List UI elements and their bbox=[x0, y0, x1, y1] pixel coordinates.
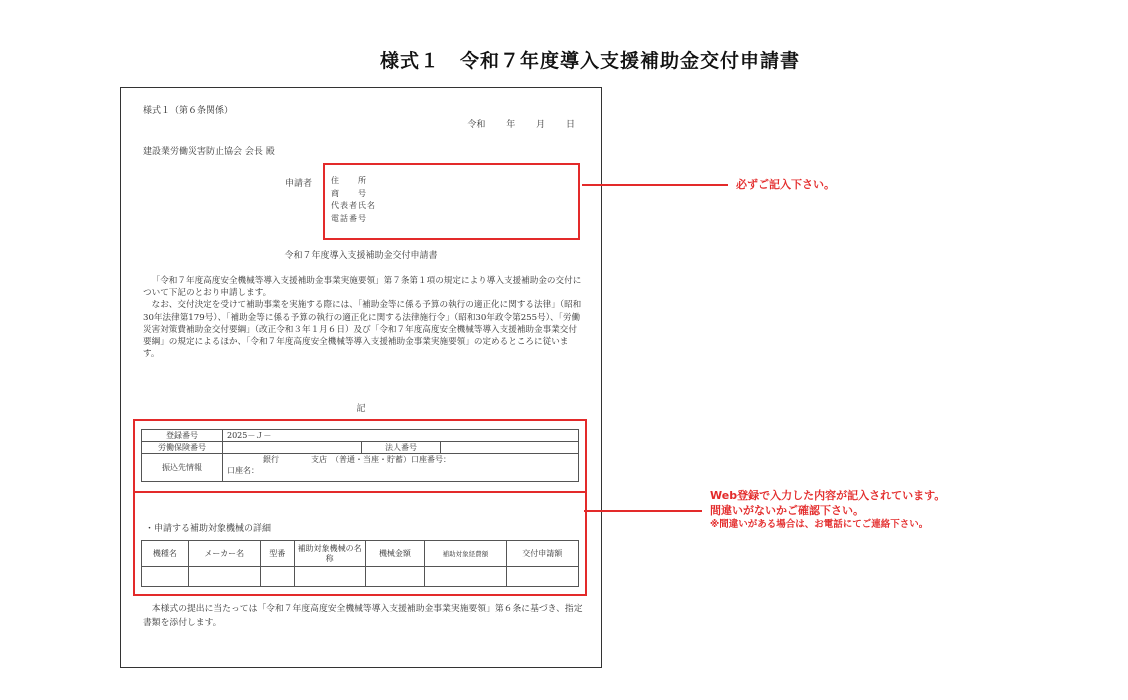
footer-paragraph: 本様式の提出に当たっては「令和７年度高度安全機械等導入支援補助金事業実施要領」第６条に基づき、指定書類を添付します。 bbox=[143, 604, 583, 628]
insurance-no-value bbox=[223, 442, 362, 454]
col-eligible-cost: 補助対象経費額 bbox=[425, 541, 506, 567]
ki-label: 記 bbox=[356, 404, 366, 414]
footer-text bbox=[143, 602, 583, 630]
applicant-highlight-box bbox=[323, 163, 580, 240]
date-line: 令和 年 月 日 bbox=[467, 120, 575, 130]
table-cell bbox=[425, 567, 506, 587]
note-line-3: ※間違いがある場合は、お電話にてご連絡下さい。 bbox=[710, 519, 929, 530]
connector-line-2 bbox=[584, 510, 702, 512]
body-paragraph: 「令和７年度高度安全機械等導入支援補助金事業実施要領」第７条第１項の規定により導入支援補助金の交付について下記のとおり申請します。 bbox=[143, 276, 582, 299]
body-paragraph: なお、交付決定を受けて補助事業を実施する際には、「補助金等に係る予算の執行の適正化に関する法律」（昭和30年法律第179号）、「補助金等に係る予算の執行の適正化に関する法律施行令」（昭和30年政令第255号）、「労働災害対策費補助金交付要綱」（改正令和３年１月６日）及び「令和７年度高度安全機械等導入支援補助金事業交付要綱」の規定によるほか、「令和７年度高度安全機械等導入支援補助金事業実施要領」の定めるところに従います。 bbox=[143, 300, 582, 360]
note-line-2: 間違いがないかご確認下さい。 bbox=[710, 504, 864, 517]
table-cell bbox=[506, 567, 578, 587]
table-cell bbox=[188, 567, 260, 587]
table-cell bbox=[142, 567, 189, 587]
machine-detail-heading: ・申請する補助対象機械の詳細 bbox=[145, 524, 272, 534]
table-cell bbox=[294, 567, 365, 587]
table-row bbox=[142, 454, 579, 482]
bank-info-label: 振込先情報 bbox=[142, 454, 223, 482]
col-maker-name: メーカー名 bbox=[188, 541, 260, 567]
application-form-document bbox=[120, 87, 602, 668]
connector-line-1 bbox=[582, 184, 728, 186]
document-heading: 令和７年度導入支援補助金交付申請書 bbox=[284, 251, 438, 261]
applicant-field-representative: 代表者氏名 bbox=[331, 201, 376, 210]
col-model-name: 機種名 bbox=[142, 541, 189, 567]
web-registration-note bbox=[710, 488, 945, 531]
col-machine-name: 補助対象機械の名称 bbox=[294, 541, 365, 567]
col-model-number: 型番 bbox=[260, 541, 294, 567]
col-requested-amount: 交付申請額 bbox=[506, 541, 578, 567]
reg-no-value: 2025－Ｊ－ bbox=[223, 430, 579, 442]
corp-no-value bbox=[441, 442, 579, 454]
col-machine-price: 機械金額 bbox=[365, 541, 425, 567]
note-line-1: Web登録で入力した内容が記入されています。 bbox=[710, 489, 946, 502]
table-row bbox=[142, 430, 579, 442]
insurance-no-label: 労働保険番号 bbox=[142, 442, 223, 454]
form-number: 様式１（第６条関係） bbox=[143, 106, 234, 116]
applicant-label: 申請者 bbox=[285, 179, 313, 189]
applicant-field-trade-name: 商 号 bbox=[331, 188, 367, 198]
bank-info-value bbox=[223, 454, 579, 482]
body-text bbox=[143, 275, 583, 360]
corp-no-label: 法人番号 bbox=[362, 442, 441, 454]
applicant-field-phone: 電話番号 bbox=[331, 213, 367, 223]
reg-no-label: 登録番号 bbox=[142, 430, 223, 442]
bank-line-1: 銀行 支店 （普通・当座・貯蓄）口座番号： bbox=[263, 455, 451, 464]
bank-line-2: 口座名： bbox=[227, 466, 259, 475]
required-note: 必ずご記入下さい。 bbox=[736, 178, 835, 191]
page-title: 様式１ 令和７年度導入支援補助金交付申請書 bbox=[379, 50, 800, 72]
addressee: 建設業労働災害防止協会 会長 殿 bbox=[143, 147, 275, 157]
table-header-row bbox=[142, 541, 579, 567]
applicant-field-address: 住 所 bbox=[331, 176, 367, 185]
table-cell bbox=[260, 567, 294, 587]
registration-table bbox=[141, 429, 579, 482]
table-row bbox=[142, 442, 579, 454]
table-row bbox=[142, 567, 579, 587]
table-cell bbox=[365, 567, 425, 587]
machine-table bbox=[141, 540, 579, 587]
